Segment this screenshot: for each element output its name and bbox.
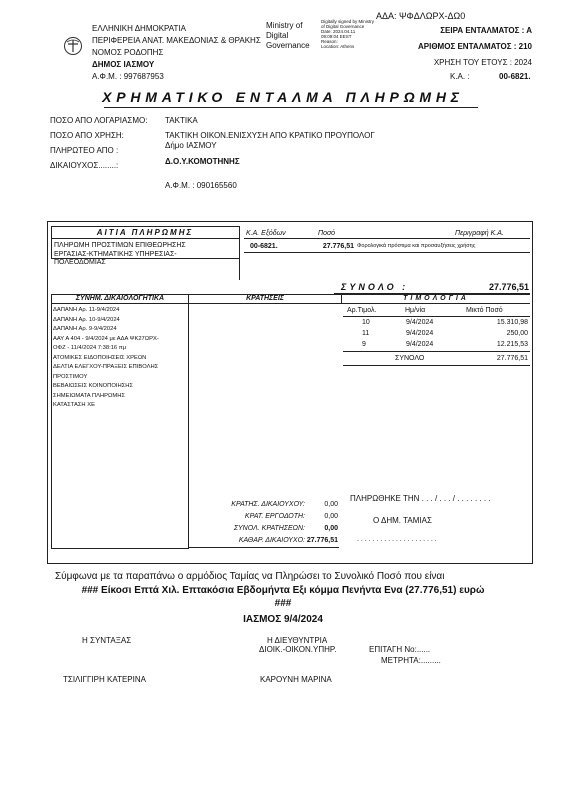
deduction-value: 0,00 <box>324 513 338 520</box>
deductions-bottom-line <box>189 547 339 548</box>
invoice-bottom-line <box>343 365 530 366</box>
ka-value: 00-6821. <box>499 72 531 81</box>
supporting-documents-list <box>53 306 159 411</box>
list-item: ΣΗΜΕΙΩΜΑΤΑ ΠΛΗΡΩΜΗΣ <box>53 392 125 399</box>
cause-ka: 00-6821. <box>250 243 278 250</box>
deduction-label: ΣΥΝΟΛ. ΚΡΑΤΗΣΕΩΝ: <box>233 525 305 532</box>
invoice-total-line <box>343 351 530 352</box>
invoice-col-date: Ημ/νία <box>405 307 426 314</box>
cause-text-line: ΠΛΗΡΩΜΗ ΠΡΟΣΤΙΜΩΝ ΕΠΙΘΕΩΡΗΣΗΣ <box>54 242 186 249</box>
municipality-afm: Α.Φ.Μ. : 997687953 <box>92 72 164 81</box>
treasurer-title: Ο ΔΗΜ. ΤΑΜΙΑΣ <box>373 516 432 525</box>
cause-columns-line <box>244 238 530 239</box>
director-name: ΚΑΡΟΥΝΗ ΜΑΡΙΝΑ <box>260 675 332 684</box>
col-amount-header: Ποσό <box>318 230 336 237</box>
signature-line: Date: 2024.04.11 <box>321 29 356 34</box>
author-name: ΤΣΙΛΙΓΓΙΡΗ ΚΑΤΕΡΙΝΑ <box>63 675 146 684</box>
digital-signature-stamp <box>321 19 374 49</box>
greek-coat-of-arms-icon <box>63 36 83 56</box>
series-label: ΣΕΙΡΑ ΕΝΤΑΛΜΑΤΟΣ : Α <box>440 26 532 35</box>
issuer-line-2: ΠΕΡΙΦΕΡΕΙΑ ΑΝΑΤ. ΜΑΚΕΔΟΝΙΑΣ & ΘΡΑΚΗΣ <box>92 36 261 45</box>
invoice-number: 10 <box>362 319 370 326</box>
invoice-header-underline <box>343 316 530 317</box>
signature-line: of Digital Governance <box>321 24 365 29</box>
list-item: ΒΕΒΑΙΩΣΕΙΣ ΚΟΙΝΟΠΟΙΗΣΗΣ <box>53 383 134 389</box>
payment-statement: Σύμφωνα με τα παραπάνω ο αρμόδιος Ταμίας να Πληρώσει το Συνολικό Ποσό που είναι <box>55 571 445 582</box>
invoice-date: 9/4/2024 <box>406 319 434 326</box>
signature-line: 09:09:04 EEST <box>321 34 352 39</box>
list-item: ΑΑΥ Α 404 - 9/4/2024 με ΑΔΑ ΨΚ27ΩΡΧ- <box>53 335 159 342</box>
signature-line: Digitally signed by Ministry <box>321 19 375 24</box>
cause-desc: Φορολογικά πρόστιμα και προσαυξήσεις χρήσης <box>357 243 476 249</box>
issuer-line-3: ΝΟΜΟΣ ΡΟΔΟΠΗΣ <box>92 48 164 57</box>
ada-code: ΑΔΑ: ΨΦΔΛΩΡΧ-ΔΩ0 <box>376 11 466 21</box>
cash-label: ΜΕΤΡΗΤΑ:......... <box>381 656 441 665</box>
account-value: ΤΑΚΤΙΚΑ <box>165 116 198 125</box>
invoice-amount: 250,00 <box>506 330 528 337</box>
invoice-number: 11 <box>362 330 370 337</box>
account-label: ΠΟΣΟ ΑΠΟ ΛΟΓΑΡΙΑΣΜΟ: <box>50 116 148 125</box>
treasurer-signature-line: . . . . . . . . . . . . . . . . . . . . . <box>357 536 437 543</box>
invoice-total-value: 27.776,51 <box>496 355 528 362</box>
list-item: ΟΦΖ - 11/4/2024 7:38:16 πμ <box>53 345 127 351</box>
deduction-label: ΚΡΑΤΗΣ. ΔΙΚΑΙΟΥΧΟΥ: <box>231 501 305 508</box>
deduction-value: 0,00 <box>324 525 338 532</box>
list-item: ΠΡΟΣΤΙΜΟΥ <box>53 373 88 380</box>
ministry-line-1: Ministry of <box>266 21 303 30</box>
payable-label: ΠΛΗΡΩΤΕΟ ΑΠΟ : <box>50 146 119 155</box>
cause-text <box>54 242 186 268</box>
author-title: Η ΣΥΝΤΑΞΑΣ <box>82 636 132 645</box>
place-date: ΙΑΣΜΟΣ 9/4/2024 <box>243 614 323 625</box>
list-item: ΑΤΟΜΙΚΕΣ ΕΙΔΟΠΟΙΗΣΕΙΣ ΧΡΕΩΝ <box>53 354 147 361</box>
docs-left-border <box>51 294 52 548</box>
invoice-amount: 15.310,98 <box>496 319 528 326</box>
municipality-name: ΔΗΜΟΣ ΙΑΣΜΟΥ <box>92 60 155 69</box>
ministry-line-3: Governance <box>266 41 310 50</box>
beneficiary-label: ΔΙΚΑΙΟΥΧΟΣ........: <box>50 161 119 170</box>
cause-row-line <box>244 252 530 253</box>
cause-header-line-bottom <box>51 238 239 239</box>
cause-text-line: ΕΡΓΑΣΙΑΣ-ΚΤΗΜΑΤΙΚΗΣ ΥΠΗΡΕΣΙΑΣ- <box>54 250 177 258</box>
use-value: ΤΑΚΤΙΚΗ ΟΙΚΟΝ.ΕΝΙΣΧΥΣΗ ΑΠΟ ΚΡΑΤΙΚΟ ΠΡΟΥΠΟΛΟΓ <box>165 131 375 140</box>
title-underline <box>104 107 478 108</box>
amount-hashes: ### <box>274 598 292 609</box>
cause-text-line: ΠΟΛΕΟΔΟΜΙΑΣ <box>54 259 106 266</box>
ka-label: Κ.Α. : <box>450 72 470 81</box>
cause-box-left <box>51 226 52 258</box>
section-header-line-bottom <box>51 303 530 304</box>
cause-divider <box>239 226 240 280</box>
check-number-label: ΕΠΙΤΑΓΗ Νο:...... <box>369 645 431 654</box>
deduction-value: 0,00 <box>324 501 338 508</box>
invoice-total-label: ΣΥΝΟΛΟ <box>395 355 425 362</box>
amount-in-words: ### Είκοσι Επτά Χιλ. Επτακόσια Εβδομήντα Εξι κόμμα Πενήντα Ενα (27.776,51) ευρώ <box>81 585 485 596</box>
deductions-header: ΚΡΑΤΗΣΕΙΣ <box>246 295 284 302</box>
list-item: ΔΑΠΑΝΗ Αρ. 11-9/4/2024 <box>53 307 120 313</box>
fiscal-year: ΧΡΗΣΗ ΤΟΥ ΕΤΟΥΣ : 2024 <box>433 58 532 67</box>
list-item: ΔΕΛΤΙΑ ΕΛΕΓΧΟΥ-ΠΡΑΞΕΙΣ ΕΠΙΒΟΛΗΣ <box>53 364 159 370</box>
director-title: Η ΔΙΕΥΘΥΝΤΡΙΑ <box>267 636 328 645</box>
net-amount-value: 27.776,51 <box>306 537 338 544</box>
invoice-date: 9/4/2024 <box>406 330 434 337</box>
cause-amount: 27.776,51 <box>322 243 354 250</box>
issuer-line-1: ΕΛΛΗΝΙΚΗ ΔΗΜΟΚΡΑΤΙΑ <box>92 24 186 33</box>
signature-line: Location: Athens <box>321 44 355 49</box>
col-desc-header: Περιγραφή Κ.Α. <box>455 230 504 237</box>
page-title: ΧΡΗΜΑΤΙΚΟ ΕΝΤΑΛΜΑ ΠΛΗΡΩΜΗΣ <box>102 89 464 105</box>
use-value-municipality: Δήμο ΙΑΣΜΟΥ <box>165 141 217 150</box>
invoice-date: 9/4/2024 <box>406 341 434 348</box>
net-amount-label: ΚΑΘΑΡ. ΔΙΚΑΙΟΥΧΟ: <box>238 537 305 544</box>
list-item: ΚΑΤΑΣΤΑΣΗ ΧΕ <box>53 402 95 408</box>
warrant-number: ΑΡΙΘΜΟΣ ΕΝΤΑΛΜΑΤΟΣ : 210 <box>418 42 532 51</box>
deduction-label: ΚΡΑΤ. ΕΡΓΟΔΟΤΗ: <box>244 513 305 520</box>
paid-on-line: ΠΛΗΡΩΘΗΚΕ ΤΗΝ . . . / . . . / . . . . . . . . <box>350 494 491 503</box>
beneficiary-afm: Α.Φ.Μ. : 090165560 <box>165 181 237 190</box>
invoice-number: 9 <box>362 341 366 348</box>
col-ka-header: Κ.Α. Εξόδων <box>246 230 286 237</box>
cause-header-line-top <box>51 226 239 227</box>
invoice-col-number: Αρ.Τιμολ. <box>347 307 377 314</box>
cause-header: ΑΙΤΙΑ ΠΛΗΡΩΜΗΣ <box>96 228 194 237</box>
invoices-header: ΤΙΜΟΛΟΓΙΑ <box>403 295 469 302</box>
ministry-line-2: Digital <box>266 31 289 40</box>
director-department: ΔΙΟΙΚ.-ΟΙΚΟΝ.ΥΠΗΡ. <box>259 645 337 654</box>
list-item: ΔΑΠΑΝΗ Αρ. 9-9/4/2024 <box>53 326 117 332</box>
docs-bottom-border <box>51 548 189 549</box>
docs-right-border <box>188 294 189 548</box>
list-item: ΔΑΠΑΝΗ Αρ. 10-9/4/2024 <box>53 316 120 323</box>
beneficiary-value: Δ.Ο.Υ.ΚΟΜΟΤΗΝΗΣ <box>165 157 240 166</box>
invoice-amount: 12.215,53 <box>496 341 528 348</box>
docs-header: ΣΥΝΗΜ. ΔΙΚΑΙΟΛΟΓΗΤΙΚΑ <box>75 295 165 302</box>
signature-line: Reason: <box>321 39 338 44</box>
use-label: ΠΟΣΟ ΑΠΟ ΧΡΗΣΗ: <box>50 131 124 140</box>
total-label: ΣΥΝΟΛΟ : <box>341 282 409 292</box>
invoice-col-amount: Μικτό Ποσό <box>466 307 503 314</box>
total-value: 27.776,51 <box>488 282 529 292</box>
